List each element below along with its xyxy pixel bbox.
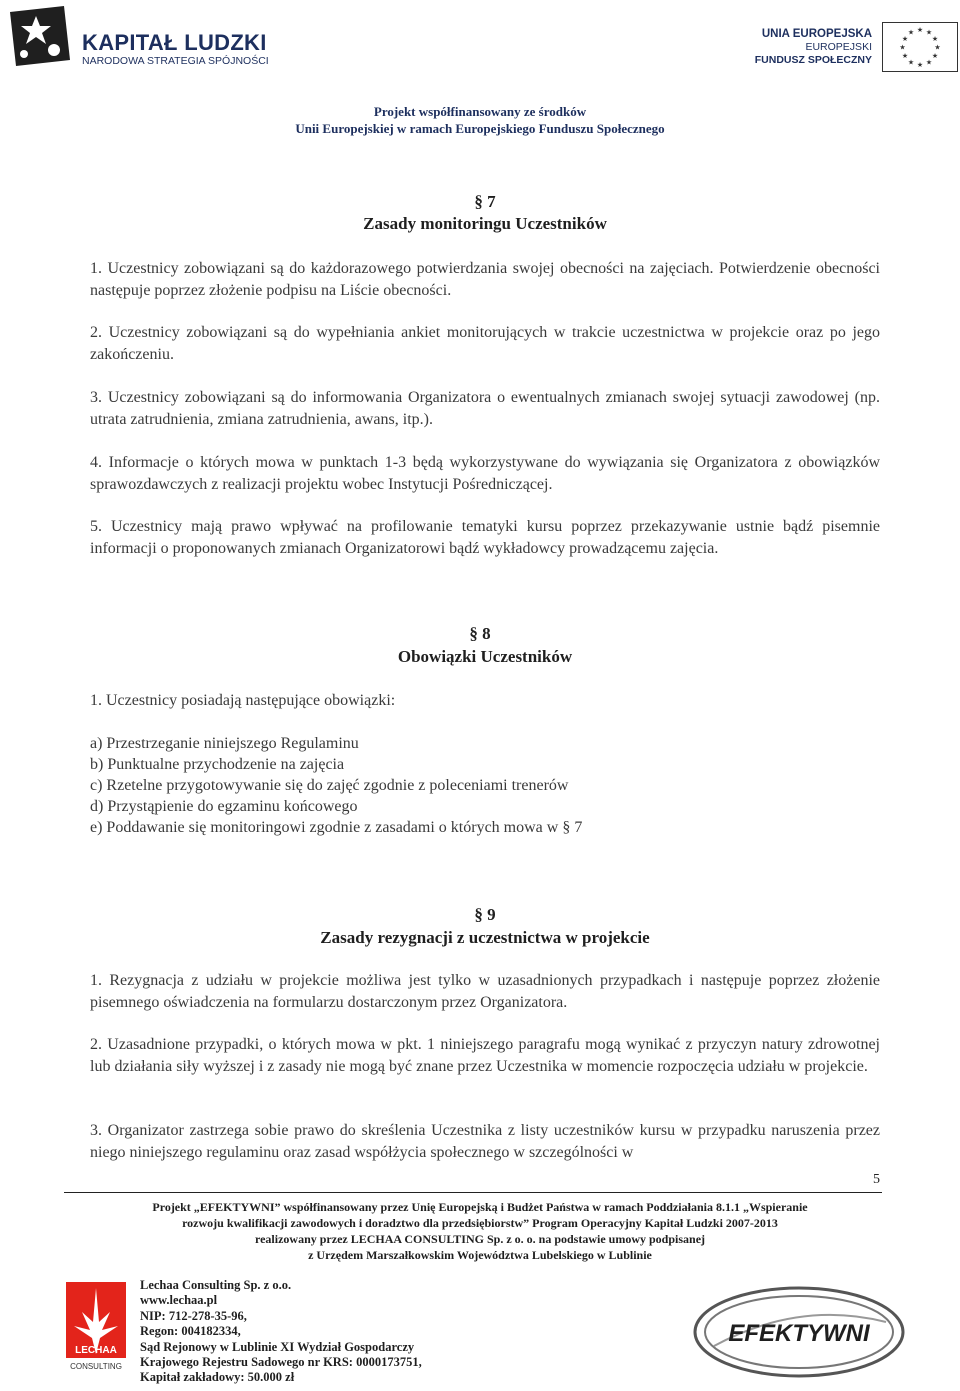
section-8-item-b: b) Punktualne przychodzenie na zajęcia bbox=[90, 756, 345, 773]
svg-text:★: ★ bbox=[901, 52, 909, 60]
section-9-title: Zasady rezygnacji z uczestnictwa w projekcie bbox=[320, 928, 650, 947]
svg-text:★: ★ bbox=[925, 58, 933, 67]
company-capital: Kapitał zakładowy: 50.000 zł bbox=[140, 1370, 295, 1385]
footer-line-3: realizowany przez LECHAA CONSULTING Sp. z o. o. na podstawie umowy podpisanej bbox=[254, 1232, 706, 1246]
footer-line-2: rozwoju kwalifikacji zawodowych i doradztwo dla przedsiębiorstw” Program Operacyjny Kapitał Ludzki 2007-2013 bbox=[182, 1216, 778, 1230]
svg-text:★: ★ bbox=[931, 52, 939, 60]
company-court-1: Sąd Rejonowy w Lublinie XI Wydział Gospodarczy bbox=[140, 1339, 415, 1354]
section-7-paragraph-5: 5. Uczestnicy mają prawo wpływać na profilowanie tematyki kursu poprzez przekazywanie ustnie bądź pisemnie informacji o proponowanych zmianach Organizatorowi bądź wykładowcy prowadzącemu zajęcia. bbox=[90, 518, 880, 557]
efektywni-logo-icon bbox=[690, 1282, 908, 1380]
kapital-ludzki-title: KAPITAŁ LUDZKI bbox=[82, 30, 267, 55]
eu-flag-icon bbox=[882, 22, 958, 72]
section-8-item-c: c) Rzetelne przygotowywanie się do zajęć zgodnie z poleceniami trenerów bbox=[90, 777, 569, 794]
lechaa-logo-icon bbox=[66, 1282, 126, 1372]
company-website-link[interactable]: www.lechaa.pl bbox=[140, 1293, 218, 1308]
svg-text:★: ★ bbox=[934, 43, 941, 52]
ue-line-2: EUROPEJSKI bbox=[805, 41, 872, 53]
page-number: 5 bbox=[873, 1172, 880, 1187]
section-8-item-e: e) Poddawanie się monitoringowi zgodnie z zasadami o których mowa w § 7 bbox=[90, 819, 583, 836]
svg-text:★: ★ bbox=[907, 28, 915, 37]
project-line-2: Unii Europejskiej w ramach Europejskiego Funduszu Społecznego bbox=[295, 121, 665, 136]
svg-text:★: ★ bbox=[925, 28, 933, 37]
footer-divider bbox=[64, 1192, 882, 1193]
ue-line-1: UNIA EUROPEJSKA bbox=[761, 28, 872, 40]
section-9-paragraph-1: 1. Rezygnacja z udziału w projekcie możliwa jest tylko w uzasadnionych przypadkach i następuje poprzez złożenie pisemnego oświadczenia na formularzu dostarczonym przez Organizatora. bbox=[90, 972, 880, 1011]
footer-line-4: z Urzędem Marszałkowskim Województwa Lubelskiego w Lublinie bbox=[308, 1248, 652, 1262]
section-8-intro: 1. Uczestnicy posiadają następujące obowiązki: bbox=[90, 692, 396, 709]
section-7-number: § 7 bbox=[474, 192, 496, 211]
company-name: Lechaa Consulting Sp. z o.o. bbox=[140, 1278, 292, 1292]
svg-text:★: ★ bbox=[907, 58, 915, 67]
svg-text:★: ★ bbox=[916, 26, 924, 34]
section-7-title: Zasady monitoringu Uczestników bbox=[363, 214, 607, 233]
efektywni-logo-text: EFEKTYWNI bbox=[728, 1320, 870, 1347]
ue-text-block bbox=[752, 28, 872, 67]
company-nip: NIP: 712-278-35-96, bbox=[140, 1308, 247, 1323]
section-8-item-d: d) Przystąpienie do egzaminu końcowego bbox=[90, 798, 358, 815]
company-info bbox=[140, 1278, 422, 1386]
section-9-paragraph-2: 2. Uzasadnione przypadki, o których mowa w pkt. 1 niniejszego paragrafu mogą wynikać z przyczyn natury zdrowotnej lub działania siły wyższej i z zasady nie mogą być znane przez Uczestnika w momencie rozpoczęcia udziału w projekcie. bbox=[90, 1036, 880, 1075]
footer-line-1: Projekt „EFEKTYWNI” współfinansowany przez Unię Europejską i Budżet Państwa w ramach Poddziałania 8.1.1 „Wspieranie bbox=[152, 1200, 808, 1214]
project-line-1: Projekt współfinansowany ze środków bbox=[373, 104, 587, 119]
section-7-paragraph-1: 1. Uczestnicy zobowiązani są do każdorazowego potwierdzania swojej obecności na zajęciach. Potwierdzenie obecności następuje poprzez złożenie podpisu na Liście obecności. bbox=[90, 260, 880, 299]
svg-text:★: ★ bbox=[899, 43, 906, 52]
company-regon: Regon: 004182334, bbox=[140, 1324, 241, 1339]
lechaa-logo-text: LECHAA bbox=[75, 1345, 117, 1356]
section-7-paragraph-2: 2. Uczestnicy zobowiązani są do wypełniania ankiet monitorujących w trakcie uczestnictwa w projekcie oraz po jego zakończeniu. bbox=[90, 324, 880, 363]
svg-text:★: ★ bbox=[931, 35, 939, 43]
lechaa-logo-subtext: CONSULTING bbox=[70, 1362, 122, 1371]
kapital-ludzki-subtitle: NARODOWA STRATEGIA SPÓJNOŚCI bbox=[82, 55, 269, 67]
section-8-number: § 8 bbox=[469, 624, 491, 643]
company-court-2: Krajowego Rejestru Sadowego nr KRS: 0000173751, bbox=[140, 1355, 422, 1370]
section-8-item-a: a) Przestrzeganie niniejszego Regulaminu bbox=[90, 735, 359, 752]
section-9-paragraph-3: 3. Organizator zastrzega sobie prawo do skreślenia Uczestnika z listy uczestników kursu w przypadku naruszenia przez niego niniejszego regulaminu oraz zasad współżycia społecznego w szczególności w bbox=[90, 1122, 880, 1161]
section-7-paragraph-3: 3. Uczestnicy zobowiązani są do informowania Organizatora o ewentualnych zmianach swojej sytuacji zawodowej (np. utrata zatrudnienia, zmiana zatrudnienia, awans, itp.). bbox=[90, 389, 880, 428]
section-7-paragraph-4: 4. Informacje o których mowa w punktach 1-3 będą wykorzystywane do wywiązania się Organizatora z obowiązków sprawozdawczych z realizacji projektu wobec Instytucji Pośredniczącej. bbox=[90, 454, 880, 493]
section-8-title: Obowiązki Uczestników bbox=[397, 647, 573, 666]
svg-text:★: ★ bbox=[916, 61, 924, 69]
svg-text:★: ★ bbox=[901, 35, 909, 43]
ue-line-3: FUNDUSZ SPOŁECZNY bbox=[754, 54, 872, 66]
section-9-number: § 9 bbox=[474, 905, 496, 924]
